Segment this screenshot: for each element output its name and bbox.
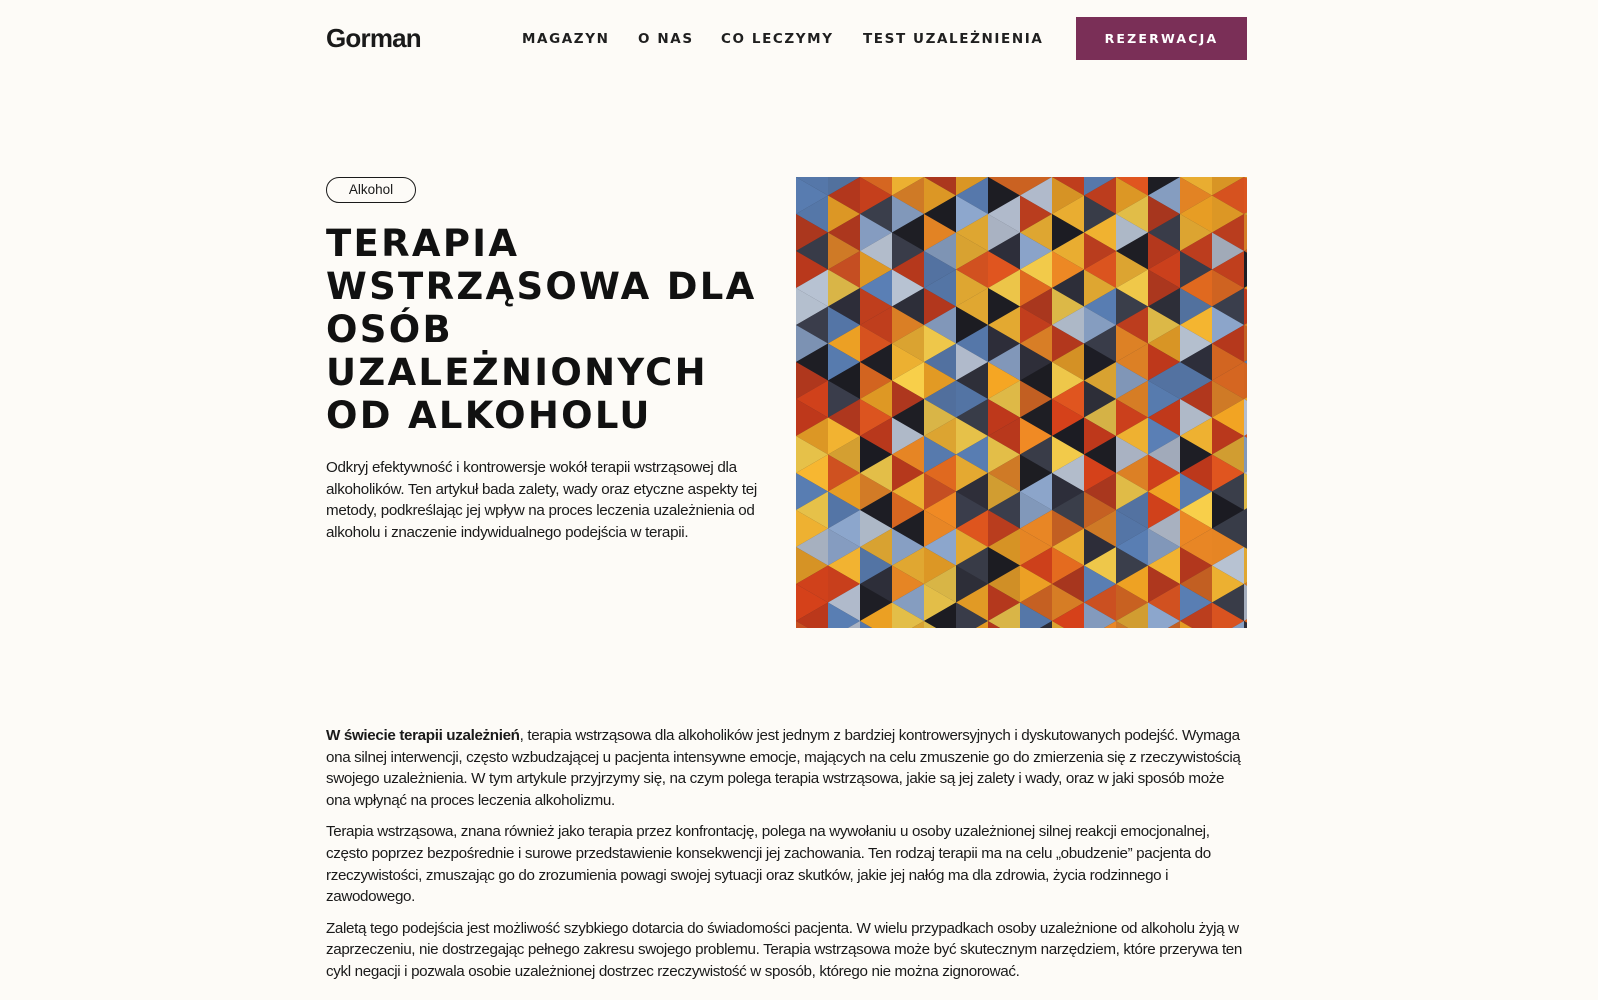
nav-item-o-nas[interactable]: O NAS (638, 31, 694, 47)
main-nav (522, 30, 1043, 48)
article-paragraph: Terapia wstrząsowa, znana również jako terapia przez konfrontację, polega na wywołaniu u osoby uzależnionej silnej reakcji emocjonalnej, często poprzez bezpośrednie i surowe przedstawienie konsekwencji jej zachowania. Ten rodzaj terapii ma na celu „obudzenie” pacjenta do rzeczywistości, zmuszając go do zrozumienia powagi swojej sytuacji oraz skutków, jakie jej nałóg ma dla zdrowia, życia rodzinnego i zawodowego. (326, 823, 1211, 906)
nav-item-test-uzaleznienia[interactable]: TEST UZALEŻNIENIA (863, 31, 1044, 47)
article-paragraph: Zaletą tego podejścia jest możliwość szybkiego dotarcia do świadomości pacjenta. W wielu przypadkach osoby uzależnione od alkoholu żyją w zaprzeczeniu, nie dostrzegając pełnego zakresu swojego problemu. Terapia wstrząsowa może być skutecznym narzędziem, które przerywa ten cykl negacji i pozwala osobie uzależnionej dostrzec rzeczywistość w sposób, którego nie można zignorować. (326, 919, 1243, 980)
nav-item-co-leczymy[interactable]: CO LECZYMY (721, 31, 834, 47)
hero-image (796, 177, 1247, 628)
nav-item-magazyn[interactable]: MAGAZYN (522, 31, 610, 47)
article-title: TERAPIA WSTRZĄSOWA DLA OSÓB UZALEŻNIONYCH OD ALKOHOLU (326, 222, 757, 437)
reservation-button[interactable]: REZERWACJA (1076, 17, 1247, 60)
logo[interactable]: Gorman (326, 23, 421, 53)
category-tag[interactable]: Alkohol (326, 177, 416, 203)
article-paragraph: W świecie terapii uzależnień, terapia wstrząsowa dla alkoholików jest jednym z bardziej kontrowersyjnych i dyskutowanych podejść. Wymaga ona silnej interwencji, często wzbudzającej u pacjenta intensywne emocje, mających na celu zmuszenie go do zmierzenia się z rzeczywistością swojego uzależnienia. W tym artykule przyjrzymy się, na czym polega terapia wstrząsowa, jakie są jej zalety i wady, oraz w jaki sposób może ona wpłynąć na proces leczenia alkoholizmu. (326, 727, 1241, 809)
article-lead: Odkryj efektywność i kontrowersje wokół terapii wstrząsowej dla alkoholików. Ten artykuł bada zalety, wady oraz etyczne aspekty tej metody, podkreślając jej wpływ na proces leczenia uzależnienia od alkoholu i znaczenie indywidualnego podejścia w terapii. (326, 459, 757, 541)
paragraph-lead-bold: W świecie terapii uzależnień (326, 727, 520, 744)
article-body (326, 725, 1248, 993)
